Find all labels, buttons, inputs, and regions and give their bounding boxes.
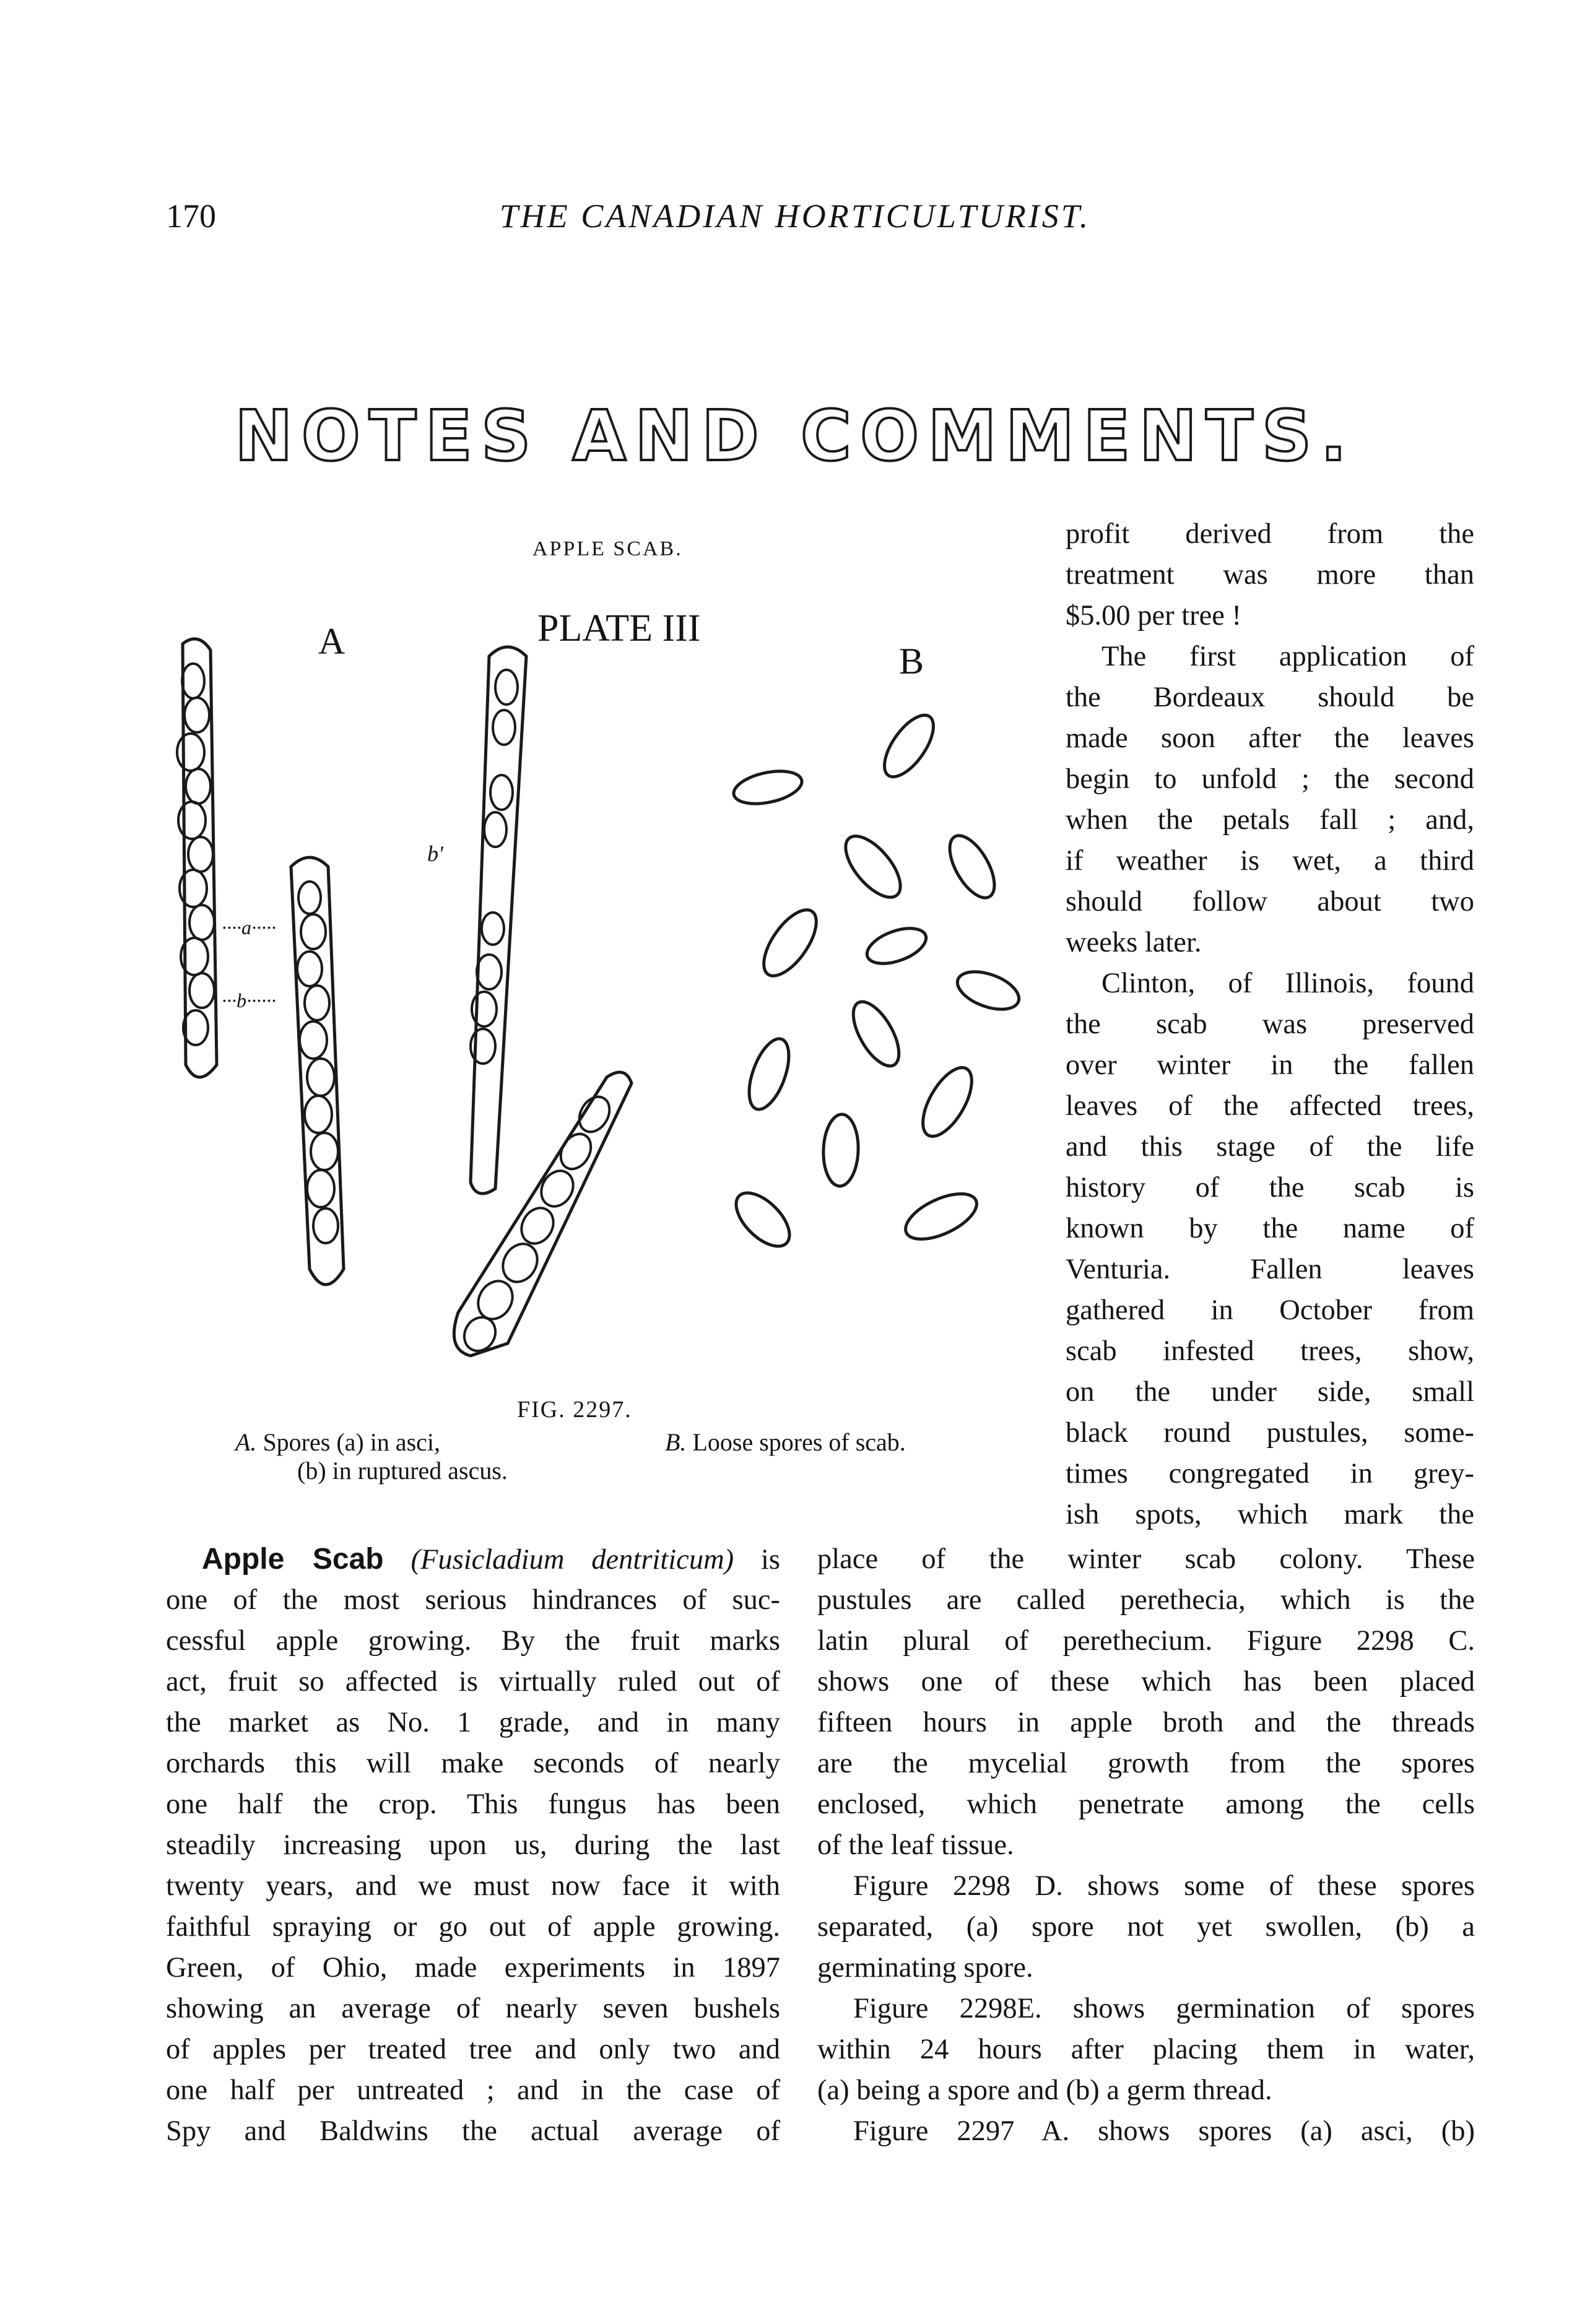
figure-label-b: B	[899, 641, 924, 682]
species-name: (Fusicladium dentriticum)	[411, 1544, 734, 1576]
text-line: Figure 2297 A. shows spores (a) asci, (b)	[853, 2115, 1475, 2147]
left-column-text	[166, 1539, 780, 2152]
bottom-right-column-text	[817, 1539, 1475, 2152]
article-runin: Apple Scab	[202, 1543, 384, 1576]
text-line: of apples per treated tree and only two and	[166, 2034, 780, 2065]
text-line: Figure 2298E. shows germination of spores	[853, 1993, 1475, 2024]
figure-heading: APPLE SCAB.	[532, 537, 683, 560]
text-line: Figure 2298 D. shows some of these spores	[853, 1870, 1475, 1902]
text-line: should follow about two	[1066, 886, 1474, 917]
page-number: 170	[166, 197, 216, 235]
text-line: weeks later.	[1066, 927, 1202, 958]
text-line: scab infested trees, show,	[1066, 1335, 1474, 1367]
text-line: twenty years, and we must now face it with	[166, 1870, 780, 1902]
text-line: over winter in the fallen	[1066, 1049, 1474, 1081]
text-line: when the petals fall ; and,	[1066, 804, 1474, 836]
text-line: faithful spraying or go out of apple growing.	[166, 1911, 780, 1943]
article-lead-line: Apple Scab (Fusicladium dentriticum) is	[202, 1543, 780, 1576]
text-line: act, fruit so affected is virtually ruled out of	[166, 1666, 780, 1697]
right-column-text	[1066, 514, 1474, 1535]
text-line: are the mycelial growth from the spores	[817, 1748, 1475, 1779]
text-line: (a) being a spore and (b) a germ thread.	[817, 2075, 1272, 2106]
plate-label: PLATE III	[537, 607, 701, 649]
ascus-b-prime	[471, 647, 526, 1194]
text-line: pustules are called perethecia, which is the	[817, 1584, 1475, 1616]
caption-a-line2: (b) in ruptured ascus.	[297, 1457, 508, 1485]
text-line: Clinton, of Illinois, found	[1101, 968, 1474, 999]
text-line: on the under side, small	[1066, 1376, 1474, 1408]
text-line: the market as No. 1 grade, and in many	[166, 1707, 780, 1738]
apple-scab-illustration	[124, 607, 1053, 1399]
text-line: if weather is wet, a third	[1066, 845, 1474, 877]
text-line: gathered in October from	[1066, 1294, 1474, 1326]
text-line: steadily increasing upon us, during the last	[166, 1829, 780, 1861]
page-header	[0, 197, 1590, 246]
text-line: $5.00 per tree !	[1066, 600, 1242, 631]
text-line: place of the winter scab colony. These	[817, 1543, 1475, 1575]
text-line: separated, (a) spore not yet swollen, (b) a	[817, 1911, 1475, 1943]
text-line: known by the name of	[1066, 1213, 1474, 1244]
caption-a: A. Spores (a) in asci,	[235, 1428, 441, 1456]
text-line: treatment was more than	[1066, 559, 1474, 591]
text-line: Spy and Baldwins the actual average of	[166, 2115, 780, 2147]
journal-title: THE CANADIAN HORTICULTURIST.	[499, 197, 1091, 235]
text-line: fifteen hours in apple broth and the threads	[817, 1707, 1475, 1738]
section-title: NOTES AND COMMENTS.	[234, 396, 1356, 477]
text-line: leaves of the affected trees,	[1066, 1090, 1474, 1122]
text-line: made soon after the leaves	[1066, 722, 1474, 754]
text-line: one half per untreated ; and in the case of	[166, 2075, 780, 2106]
text-line: one of the most serious hindrances of suc-	[166, 1584, 780, 1616]
loose-spores	[727, 708, 1024, 1255]
text-line: orchards this will make seconds of nearly	[166, 1748, 780, 1779]
text-line: within 24 hours after placing them in water,	[817, 2034, 1475, 2065]
text-line: enclosed, which penetrate among the cells	[817, 1789, 1475, 1820]
text-line: latin plural of perethecium. Figure 2298 C.	[817, 1625, 1475, 1657]
figure-mark-b-prime: b'	[427, 841, 443, 866]
text-line: ish spots, which mark the	[1066, 1499, 1474, 1530]
text-line: The first application of	[1101, 641, 1474, 672]
text-line: black round pustules, some-	[1066, 1417, 1474, 1449]
text-line: shows one of these which has been placed	[817, 1666, 1475, 1697]
text-line: one half the crop. This fungus has been	[166, 1789, 780, 1820]
text-line: Venturia. Fallen leaves	[1066, 1254, 1474, 1285]
text-line: begin to unfold ; the second	[1066, 763, 1474, 795]
figure-mark-a: ····a·····	[222, 916, 276, 939]
text-line: profit derived from the	[1066, 518, 1474, 550]
text-line: the scab was preserved	[1066, 1008, 1474, 1040]
figure-number: FIG. 2297.	[517, 1397, 632, 1423]
caption-b: B. Loose spores of scab.	[665, 1428, 906, 1456]
figure-mark-b: ···b······	[222, 989, 276, 1012]
text-line: the Bordeaux should be	[1066, 682, 1474, 713]
figure-label-a: A	[318, 621, 345, 662]
text-line: cessful apple growing. By the fruit marks	[166, 1625, 780, 1657]
text-line: germinating spore.	[817, 1952, 1033, 1984]
text-line: Green, of Ohio, made experiments in 1897	[166, 1952, 780, 1984]
text-line: history of the scab is	[1066, 1172, 1474, 1203]
text-line: times congregated in grey-	[1066, 1458, 1474, 1489]
text-line: and this stage of the life	[1066, 1131, 1474, 1163]
text-line: showing an average of nearly seven bushels	[166, 1993, 780, 2024]
ascus-a-right	[291, 857, 344, 1285]
text-line: of the leaf tissue.	[817, 1829, 1014, 1861]
